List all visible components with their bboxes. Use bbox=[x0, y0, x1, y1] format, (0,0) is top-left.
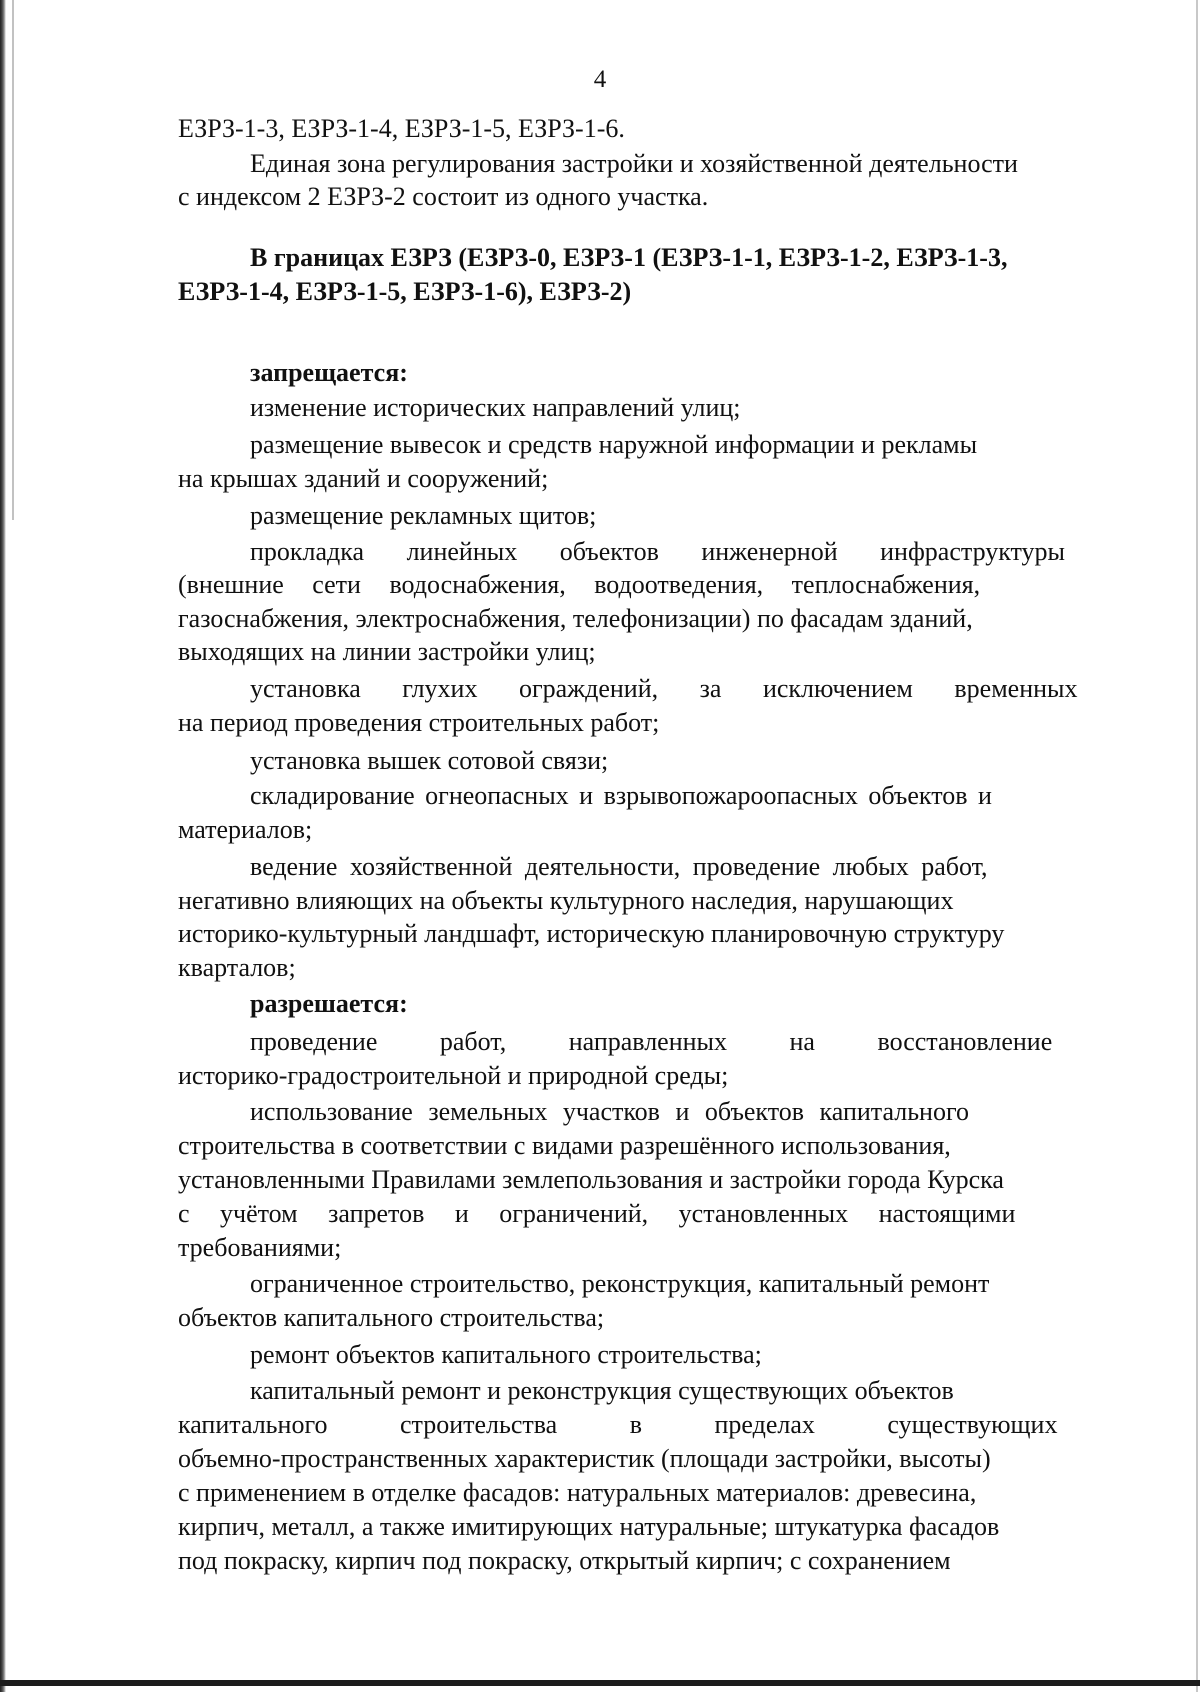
list-item: размещение рекламных щитов; bbox=[250, 501, 597, 530]
list-item: проведение работ, направленных на восстановление bbox=[250, 1027, 1053, 1056]
list-heading-permitted: разрешается: bbox=[250, 989, 408, 1018]
list-item: использование земельных участков и объектов капитального bbox=[250, 1097, 969, 1126]
list-item bbox=[250, 429, 1078, 461]
list-item: объемно-пространственных характеристик (площади застройки, высоты) bbox=[178, 1444, 991, 1473]
list-item-line: размещение вывесок и средств наружной информации и рекламы bbox=[250, 430, 978, 459]
list-item: негативно влияющих на объекты культурного наследия, нарушающих bbox=[178, 886, 954, 915]
page-number: 4 bbox=[593, 66, 607, 93]
list-item: ограниченное строительство, реконструкция, капитальный ремонт bbox=[250, 1269, 990, 1298]
list-item: требованиями; bbox=[178, 1233, 342, 1262]
list-item: выходящих на линии застройки улиц; bbox=[178, 637, 596, 666]
list-item: кварталов; bbox=[178, 953, 296, 982]
list-item: историко-градостроительной и природной среды; bbox=[178, 1061, 729, 1090]
list-heading-prohibited: запрещается: bbox=[250, 358, 408, 387]
section-heading bbox=[250, 242, 1078, 274]
list-item: капитального строительства в пределах существующих bbox=[178, 1410, 1058, 1439]
section-heading-line: В границах ЕЗРЗ (ЕЗРЗ-0, ЕЗРЗ-1 (ЕЗРЗ-1-1, ЕЗРЗ-1-2, ЕЗРЗ-1-3, bbox=[250, 243, 1008, 272]
text-line: ЕЗРЗ-1-3, ЕЗРЗ-1-4, ЕЗРЗ-1-5, ЕЗРЗ-1-6. bbox=[178, 114, 625, 143]
list-item: на крышах зданий и сооружений; bbox=[178, 464, 549, 493]
list-item: материалов; bbox=[178, 815, 313, 844]
list-item: установка глухих ограждений, за исключением временных bbox=[250, 674, 1078, 703]
list-item: изменение исторических направлений улиц; bbox=[250, 393, 741, 422]
list-item: с учётом запретов и ограничений, установленных настоящими bbox=[178, 1199, 1016, 1228]
section-heading: ЕЗРЗ-1-4, ЕЗРЗ-1-5, ЕЗРЗ-1-6), ЕЗРЗ-2) bbox=[178, 277, 632, 306]
list-item: установленными Правилами землепользования и застройки города Курска bbox=[178, 1165, 1004, 1194]
list-item: ремонт объектов капитального строительства; bbox=[250, 1340, 762, 1369]
list-item: кирпич, металл, а также имитирующих натуральные; штукатурка фасадов bbox=[178, 1512, 1000, 1541]
list-item: (внешние сети водоснабжения, водоотведения, теплоснабжения, bbox=[178, 570, 981, 599]
list-item: капитальный ремонт и реконструкция существующих объектов bbox=[250, 1376, 954, 1405]
list-item: складирование огнеопасных и взрывопожароопасных объектов и bbox=[250, 781, 992, 810]
list-item: прокладка линейных объектов инженерной инфраструктуры bbox=[250, 537, 1065, 566]
scan-shadow-bottom bbox=[0, 1680, 1200, 1686]
list-item: установка вышек сотовой связи; bbox=[250, 746, 609, 775]
list-item: объектов капитального строительства; bbox=[178, 1303, 605, 1332]
list-item: с применением в отделке фасадов: натуральных материалов: древесина, bbox=[178, 1478, 977, 1507]
scan-shadow-right bbox=[1196, 0, 1198, 1692]
scan-shadow-left bbox=[0, 0, 6, 1692]
list-item: строительства в соответствии с видами разрешённого использования, bbox=[178, 1131, 951, 1160]
list-item: под покраску, кирпич под покраску, открытый кирпич; с сохранением bbox=[178, 1546, 951, 1575]
text-line: Единая зона регулирования застройки и хозяйственной деятельности bbox=[250, 149, 1018, 178]
list-item: на период проведения строительных работ; bbox=[178, 708, 660, 737]
list-item: газоснабжения, электроснабжения, телефонизации) по фасадам зданий, bbox=[178, 604, 973, 633]
list-item: историко-культурный ландшафт, историческую планировочную структуру bbox=[178, 919, 1005, 948]
list-item: ведение хозяйственной деятельности, проведение любых работ, bbox=[250, 852, 988, 881]
text-line: с индексом 2 ЕЗРЗ-2 состоит из одного участка. bbox=[178, 182, 709, 211]
